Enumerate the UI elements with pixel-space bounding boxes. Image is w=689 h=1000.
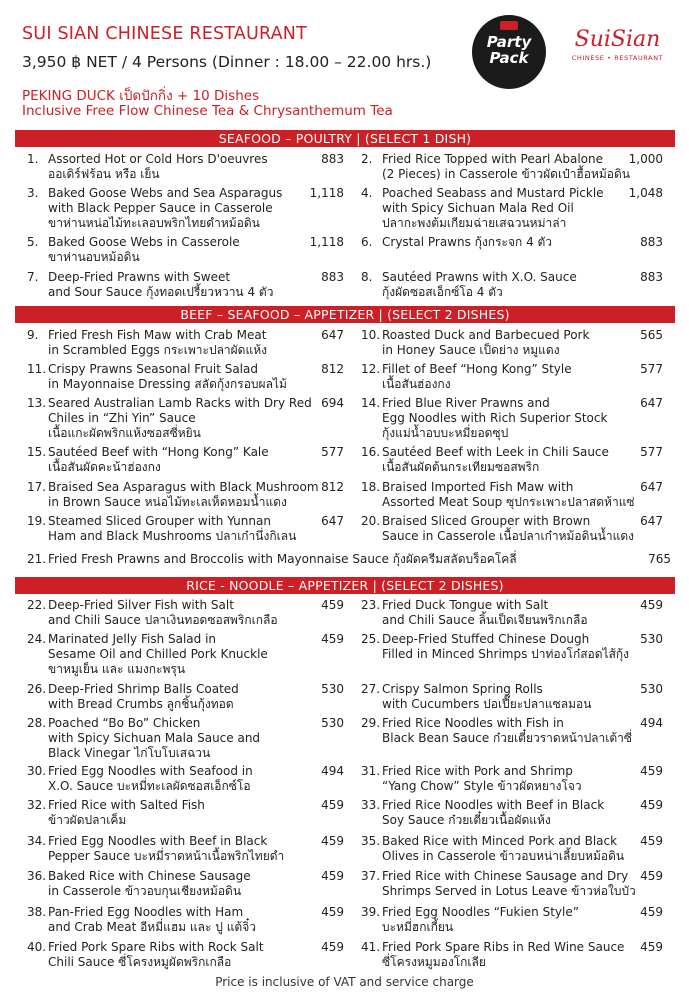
menu-item-line: Baked Rice with Chinese Sausage <box>48 869 251 883</box>
menu-item-line: Pepper Sauce บะหมี่ราดหน้าเนื้อพริกไทยดำ <box>48 849 285 863</box>
menu-item-price: 647 <box>640 514 663 528</box>
menu-item-line: กุ้งแม่น้ำอบบะหมี่ยอดซุป <box>382 426 509 440</box>
menu-item-line: Sauce in Casserole เนื้อปลาเก๋าหม้อดินน้ำแดง <box>382 529 634 543</box>
menu-item-line: Chiles in “Zhi Yin” Sauce <box>48 411 196 425</box>
menu-item-price: 459 <box>321 834 344 848</box>
menu-item-line: Baked Goose Webs in Casserole <box>48 235 240 249</box>
menu-item-line: in Scrambled Eggs กระเพาะปลาผัดแห้ง <box>48 343 267 357</box>
menu-item-number: 28. <box>27 716 47 730</box>
menu-item-name <box>48 152 268 182</box>
menu-item-line: ขาห่านอบหม้อดิน <box>48 250 140 264</box>
menu-item-price: 494 <box>640 716 663 730</box>
menu-item-line: Black Vinegar ไก่โบโบเสฉวน <box>48 746 211 760</box>
menu-item-line: in Mayonnaise Dressing สลัดกุ้งกรอบผลไม้ <box>48 377 287 391</box>
menu-item-price: 1,118 <box>309 235 344 249</box>
menu-item-price: 459 <box>640 598 663 612</box>
menu-item-line: Crispy Prawns Seasonal Fruit Salad <box>48 362 258 376</box>
menu-item-name <box>382 396 607 441</box>
menu-item-line: Soy Sauce ก๋วยเตี๋ยวเนื้อผัดแห้ง <box>382 813 551 827</box>
menu-item-line: Sautéed Beef with “Hong Kong” Kale <box>48 445 269 459</box>
menu-item-number: 27. <box>361 682 381 696</box>
menu-item-number: 26. <box>27 682 47 696</box>
menu-item-number: 10. <box>361 328 381 342</box>
menu-item-price: 459 <box>321 598 344 612</box>
menu-item-name <box>382 445 609 475</box>
menu-header <box>0 0 689 128</box>
menu-item-price: 530 <box>321 682 344 696</box>
menu-item-line: Egg Noodles with Rich Superior Stock <box>382 411 608 425</box>
menu-item-line: in Casserole ข้าวอบกุนเชียงหม้อดิน <box>48 884 242 898</box>
menu-item-number: 18. <box>361 480 381 494</box>
menu-item-number: 29. <box>361 716 381 730</box>
menu-item-line: Steamed Sliced Grouper with Yunnan <box>48 514 271 528</box>
menu-item-price: 647 <box>640 396 663 410</box>
menu-item-name <box>48 552 517 567</box>
menu-item-name <box>48 480 319 510</box>
menu-item-line: and Crab Meat อีหมี่แฮม และ ปู แต้จิ๋ว <box>48 920 256 934</box>
menu-item-number: 16. <box>361 445 381 459</box>
menu-item-price: 647 <box>321 328 344 342</box>
menu-item-price: 812 <box>321 362 344 376</box>
menu-item-number: 40. <box>27 940 47 954</box>
party-pack-logo <box>472 15 546 89</box>
menu-item-number: 38. <box>27 905 47 919</box>
menu-item-line: Sautéed Beef with Leek in Chili Sauce <box>382 445 609 459</box>
menu-item-number: 19. <box>27 514 47 528</box>
menu-item-name <box>382 716 632 746</box>
restaurant-title: SUI SIAN CHINESE RESTAURANT <box>22 24 307 44</box>
menu-item-line: Chili Sauce ซี่โครงหมูผัดพริกเกลือ <box>48 955 232 969</box>
menu-item-price: 459 <box>640 798 663 812</box>
menu-item-line: Roasted Duck and Barbecued Pork <box>382 328 590 342</box>
menu-item-number: 35. <box>361 834 381 848</box>
package-price: 3,950 ฿ NET / 4 Persons (Dinner : 18.00 – 22.00 hrs.) <box>22 53 432 71</box>
menu-item-line: Braised Sliced Grouper with Brown <box>382 514 591 528</box>
menu-item-line: Fried Blue River Prawns and <box>382 396 550 410</box>
menu-item-number: 21. <box>27 552 47 566</box>
menu-item-line: Fried Egg Noodles “Fukien Style” <box>382 905 579 919</box>
menu-item-name <box>382 834 624 864</box>
menu-item-line: Fried Fresh Fish Maw with Crab Meat <box>48 328 267 342</box>
menu-item-line: in Honey Sauce เป็ดย่าง หมูแดง <box>382 343 560 357</box>
menu-item-price: 765 <box>648 552 671 566</box>
menu-item-name <box>48 632 268 677</box>
menu-item-name <box>48 514 296 544</box>
menu-item-number: 25. <box>361 632 381 646</box>
brand-subtitle: CHINESE • RESTAURANT <box>571 54 664 62</box>
menu-item-name <box>48 270 273 300</box>
menu-item-line: Braised Sea Asparagus with Black Mushroom <box>48 480 319 494</box>
menu-item-name <box>48 396 312 441</box>
menu-item-line: in Brown Sauce หน่อไม้ทะเลเห็ดหอมน้ำแดง <box>48 495 287 509</box>
menu-item-line: เนื้อแกะผัดพริกแห้งซอสซี่หยิน <box>48 426 201 440</box>
menu-item-line: Sesame Oil and Chilled Pork Knuckle <box>48 647 268 661</box>
menu-item-line: Pan-Fried Egg Noodles with Ham <box>48 905 244 919</box>
inclusive-tea-line: Inclusive Free Flow Chinese Tea & Chrysanthemum Tea <box>22 103 393 119</box>
menu-item-line: with Black Pepper Sauce in Casserole <box>48 201 273 215</box>
menu-item-line: Fried Rice with Salted Fish <box>48 798 205 812</box>
menu-item-price: 459 <box>321 869 344 883</box>
menu-item-line: Black Bean Sauce ก๋วยเตี๋ยวราดหน้าปลาเต้าซี่ <box>382 731 633 745</box>
menu-item-line: เนื้อสันฮ่องกง <box>382 377 451 391</box>
menu-item-line: ออเดิร์ฟร้อน หรือ เย็น <box>48 167 160 181</box>
menu-item-line: Poached “Bo Bo” Chicken <box>48 716 201 730</box>
menu-item-line: Fried Egg Noodles with Seafood in <box>48 764 253 778</box>
menu-item-line: Deep-Fried Silver Fish with Salt <box>48 598 234 612</box>
menu-item-line: Seared Australian Lamb Racks with Dry Red <box>48 396 312 410</box>
menu-item-price: 694 <box>321 396 344 410</box>
menu-item-number: 3. <box>27 186 39 200</box>
menu-item-line: Fried Rice Topped with Pearl Abalone <box>382 152 604 166</box>
menu-item-price: 459 <box>321 905 344 919</box>
menu-item-line: Fried Pork Spare Ribs in Red Wine Sauce <box>382 940 625 954</box>
menu-item-line: เนื้อสันผัดคะน้าฮ่องกง <box>48 460 161 474</box>
section-header: SEAFOOD – POULTRY | (SELECT 1 DISH) <box>15 130 675 147</box>
menu-item-price: 883 <box>640 270 663 284</box>
menu-item-name <box>382 152 630 182</box>
menu-item-line: Marinated Jelly Fish Salad in <box>48 632 217 646</box>
menu-item-line: “Yang Chow” Style ข้าวผัดหยางโจว <box>382 779 582 793</box>
menu-item-number: 1. <box>27 152 39 166</box>
menu-item-price: 530 <box>640 682 663 696</box>
menu-item-name <box>382 328 589 358</box>
menu-item-line: Assorted Meat Soup ซุปกระเพาะปลาสดห้าแซ่ <box>382 495 635 509</box>
menu-item-price: 812 <box>321 480 344 494</box>
menu-item-name <box>382 186 604 231</box>
party-pack-logo-word-1: Party <box>486 33 532 51</box>
menu-item-number: 41. <box>361 940 381 954</box>
footer-note: Price is inclusive of VAT and service charge <box>215 975 474 989</box>
menu-item-number: 8. <box>361 270 373 284</box>
menu-item-price: 494 <box>321 764 344 778</box>
menu-item-number: 11. <box>27 362 47 376</box>
menu-item-price: 459 <box>640 940 663 954</box>
menu-item-number: 30. <box>27 764 47 778</box>
menu-item-price: 459 <box>321 632 344 646</box>
menu-item-name <box>48 362 287 392</box>
menu-item-line: Olives in Casserole ข้าวอบหน่าเลี้ยบหม้อดิน <box>382 849 625 863</box>
menu-item-name <box>48 235 240 265</box>
sui-sian-logo <box>555 28 680 62</box>
menu-item-price: 459 <box>321 798 344 812</box>
menu-item-name <box>48 328 267 358</box>
menu-item-line: Fillet of Beef “Hong Kong” Style <box>382 362 572 376</box>
menu-item-line: เนื้อสันผัดต้นกระเทียมซอสพริก <box>382 460 540 474</box>
menu-item-line: Deep-Fried Prawns with Sweet <box>48 270 231 284</box>
menu-item-price: 883 <box>640 235 663 249</box>
menu-item-number: 24. <box>27 632 47 646</box>
menu-item-line: Crispy Salmon Spring Rolls <box>382 682 543 696</box>
menu-item-price: 459 <box>321 940 344 954</box>
party-pack-logo-word-2: Pack <box>489 49 529 67</box>
menu-item-price: 883 <box>321 152 344 166</box>
menu-item-price: 565 <box>640 328 663 342</box>
menu-item-number: 36. <box>27 869 47 883</box>
menu-item-name <box>382 362 572 392</box>
menu-item-line: Deep-Fried Shrimp Balls Coated <box>48 682 239 696</box>
menu-item-name <box>382 940 624 970</box>
menu-item-line: Filled in Minced Shrimps ปาท่องโก๋สอดไส้กุ้ง <box>382 647 630 661</box>
menu-item-line: with Spicy Sichuan Mala Red Oil <box>382 201 574 215</box>
menu-item-line: Fried Duck Tongue with Salt <box>382 598 549 612</box>
menu-item-price: 459 <box>640 905 663 919</box>
menu-item-number: 39. <box>361 905 381 919</box>
menu-item-number: 15. <box>27 445 47 459</box>
menu-item-number: 31. <box>361 764 381 778</box>
menu-item-name <box>48 682 239 712</box>
menu-item-line: ขาห่านหน่อไม้ทะเลอบพริกไทยดำหม้อดิน <box>48 216 260 230</box>
menu-item-price: 459 <box>640 764 663 778</box>
menu-item-number: 22. <box>27 598 47 612</box>
menu-item-line: ปลากะพงต้มเกียมฉ่ายเสฉวนหม่าล่า <box>382 216 567 230</box>
menu-item-line: Fried Pork Spare Ribs with Rock Salt <box>48 940 264 954</box>
menu-item-line: ข้าวผัดปลาเค็ม <box>48 813 127 827</box>
menu-item-line: Baked Goose Webs and Sea Asparagus <box>48 186 283 200</box>
menu-item-price: 1,118 <box>309 186 344 200</box>
menu-item-line: Assorted Hot or Cold Hors D'oeuvres <box>48 152 268 166</box>
menu-item-line: with Spicy Sichuan Mala Sauce and <box>48 731 261 745</box>
menu-item-line: Fried Egg Noodles with Beef in Black <box>48 834 268 848</box>
brand-name: SuiSian <box>574 27 661 52</box>
menu-item-price: 459 <box>640 869 663 883</box>
menu-item-line: (2 Pieces) in Casserole ข้าวผัดเป๋าฮื้อหม้อดิน <box>382 167 630 181</box>
menu-item-name <box>382 905 579 935</box>
menu-item-name <box>382 270 577 300</box>
menu-item-number: 14. <box>361 396 381 410</box>
menu-item-line: ซี่โครงหมูมองโกเลีย <box>382 955 486 969</box>
menu-item-number: 33. <box>361 798 381 812</box>
menu-item-line: Fried Rice Noodles with Fish in <box>382 716 564 730</box>
menu-item-name <box>48 598 278 628</box>
menu-item-name <box>48 834 284 864</box>
menu-item-name <box>48 940 264 970</box>
menu-item-number: 6. <box>361 235 373 249</box>
menu-item-price: 577 <box>640 445 663 459</box>
menu-item-name <box>48 764 253 794</box>
menu-item-line: Sautéed Prawns with X.O. Sauce <box>382 270 577 284</box>
menu-item-line: and Sour Sauce กุ้งทอดเปรี้ยวหวาน 4 ตัว <box>48 285 274 299</box>
menu-item-name <box>382 235 552 250</box>
chef-hat-icon <box>500 21 518 30</box>
menu-item-line: กุ้งผัดซอสเอ็กซ์โอ 4 ตัว <box>382 285 503 299</box>
menu-item-line: ขาหมูเย็น และ แมงกะพรุน <box>48 662 186 676</box>
menu-item-price: 647 <box>321 514 344 528</box>
menu-item-number: 32. <box>27 798 47 812</box>
menu-item-number: 20. <box>361 514 381 528</box>
menu-item-name <box>382 682 591 712</box>
menu-item-name <box>382 480 635 510</box>
section-header: RICE - NOODLE – APPETIZER | (SELECT 2 DISHES) <box>15 577 675 594</box>
menu-item-line: Fried Rice Noodles with Beef in Black <box>382 798 605 812</box>
menu-item-name <box>48 716 260 761</box>
menu-item-number: 23. <box>361 598 381 612</box>
menu-item-name <box>48 905 256 935</box>
menu-item-number: 2. <box>361 152 373 166</box>
menu-item-name <box>382 764 582 794</box>
menu-item-name <box>382 869 636 899</box>
menu-item-price: 577 <box>640 362 663 376</box>
menu-item-number: 7. <box>27 270 39 284</box>
menu-item-name <box>382 632 629 662</box>
menu-item-name <box>48 798 205 828</box>
section-header: BEEF – SEAFOOD – APPETIZER | (SELECT 2 DISHES) <box>15 306 675 323</box>
menu-item-price: 1,048 <box>628 186 663 200</box>
menu-item-line: Crystal Prawns กุ้งกระจก 4 ตัว <box>382 235 553 249</box>
menu-item-price: 577 <box>321 445 344 459</box>
menu-item-name <box>48 186 282 231</box>
menu-item-name <box>48 869 251 899</box>
menu-item-line: Fried Rice with Pork and Shrimp <box>382 764 573 778</box>
menu-item-price: 530 <box>321 716 344 730</box>
menu-item-number: 4. <box>361 186 373 200</box>
menu-item-line: Fried Fresh Prawns and Broccolis with Mayonnaise Sauce กุ้งผัดครีมสลัดบร็อคโคลี่ <box>48 552 517 566</box>
menu-item-line: Baked Rice with Minced Pork and Black <box>382 834 618 848</box>
menu-item-number: 37. <box>361 869 381 883</box>
menu-item-number: 9. <box>27 328 39 342</box>
menu-item-name <box>382 514 634 544</box>
menu-item-price: 1,000 <box>628 152 663 166</box>
menu-item-line: Braised Imported Fish Maw with <box>382 480 574 494</box>
menu-item-line: Fried Rice with Chinese Sausage and Dry <box>382 869 629 883</box>
menu-item-line: with Cucumbers ปอเปี๊ยะปลาแซลมอน <box>382 697 592 711</box>
menu-item-number: 13. <box>27 396 47 410</box>
menu-item-name <box>382 798 604 828</box>
menu-item-price: 530 <box>640 632 663 646</box>
menu-item-name <box>48 445 269 475</box>
menu-item-line: X.O. Sauce บะหมี่ทะเลผัดซอสเอ็กซ์โอ <box>48 779 251 793</box>
peking-duck-line: PEKING DUCK เป็ดปักกิ่ง + 10 Dishes <box>22 88 260 104</box>
menu-item-price: 459 <box>640 834 663 848</box>
menu-item-line: บะหมี่ฮกเกี้ยน <box>382 920 454 934</box>
menu-item-line: and Chili Sauce ลิ้นเป็ดเจียนพริกเกลือ <box>382 613 588 627</box>
menu-item-price: 647 <box>640 480 663 494</box>
menu-item-line: Poached Seabass and Mustard Pickle <box>382 186 604 200</box>
menu-item-name <box>382 598 588 628</box>
menu-item-line: Shrimps Served in Lotus Leave ข้าวห่อใบบัว <box>382 884 636 898</box>
menu-item-line: Ham and Black Mushrooms ปลาเก๋านึ่งกิเลน <box>48 529 297 543</box>
menu-item-number: 12. <box>361 362 381 376</box>
menu-item-number: 17. <box>27 480 47 494</box>
menu-item-line: Deep-Fried Stuffed Chinese Dough <box>382 632 590 646</box>
menu-item-number: 5. <box>27 235 39 249</box>
menu-item-price: 883 <box>321 270 344 284</box>
menu-item-number: 34. <box>27 834 47 848</box>
menu-item-line: with Bread Crumbs ลูกชิ้นกุ้งทอด <box>48 697 234 711</box>
menu-item-line: and Chili Sauce ปลาเงินทอดซอสพริกเกลือ <box>48 613 278 627</box>
